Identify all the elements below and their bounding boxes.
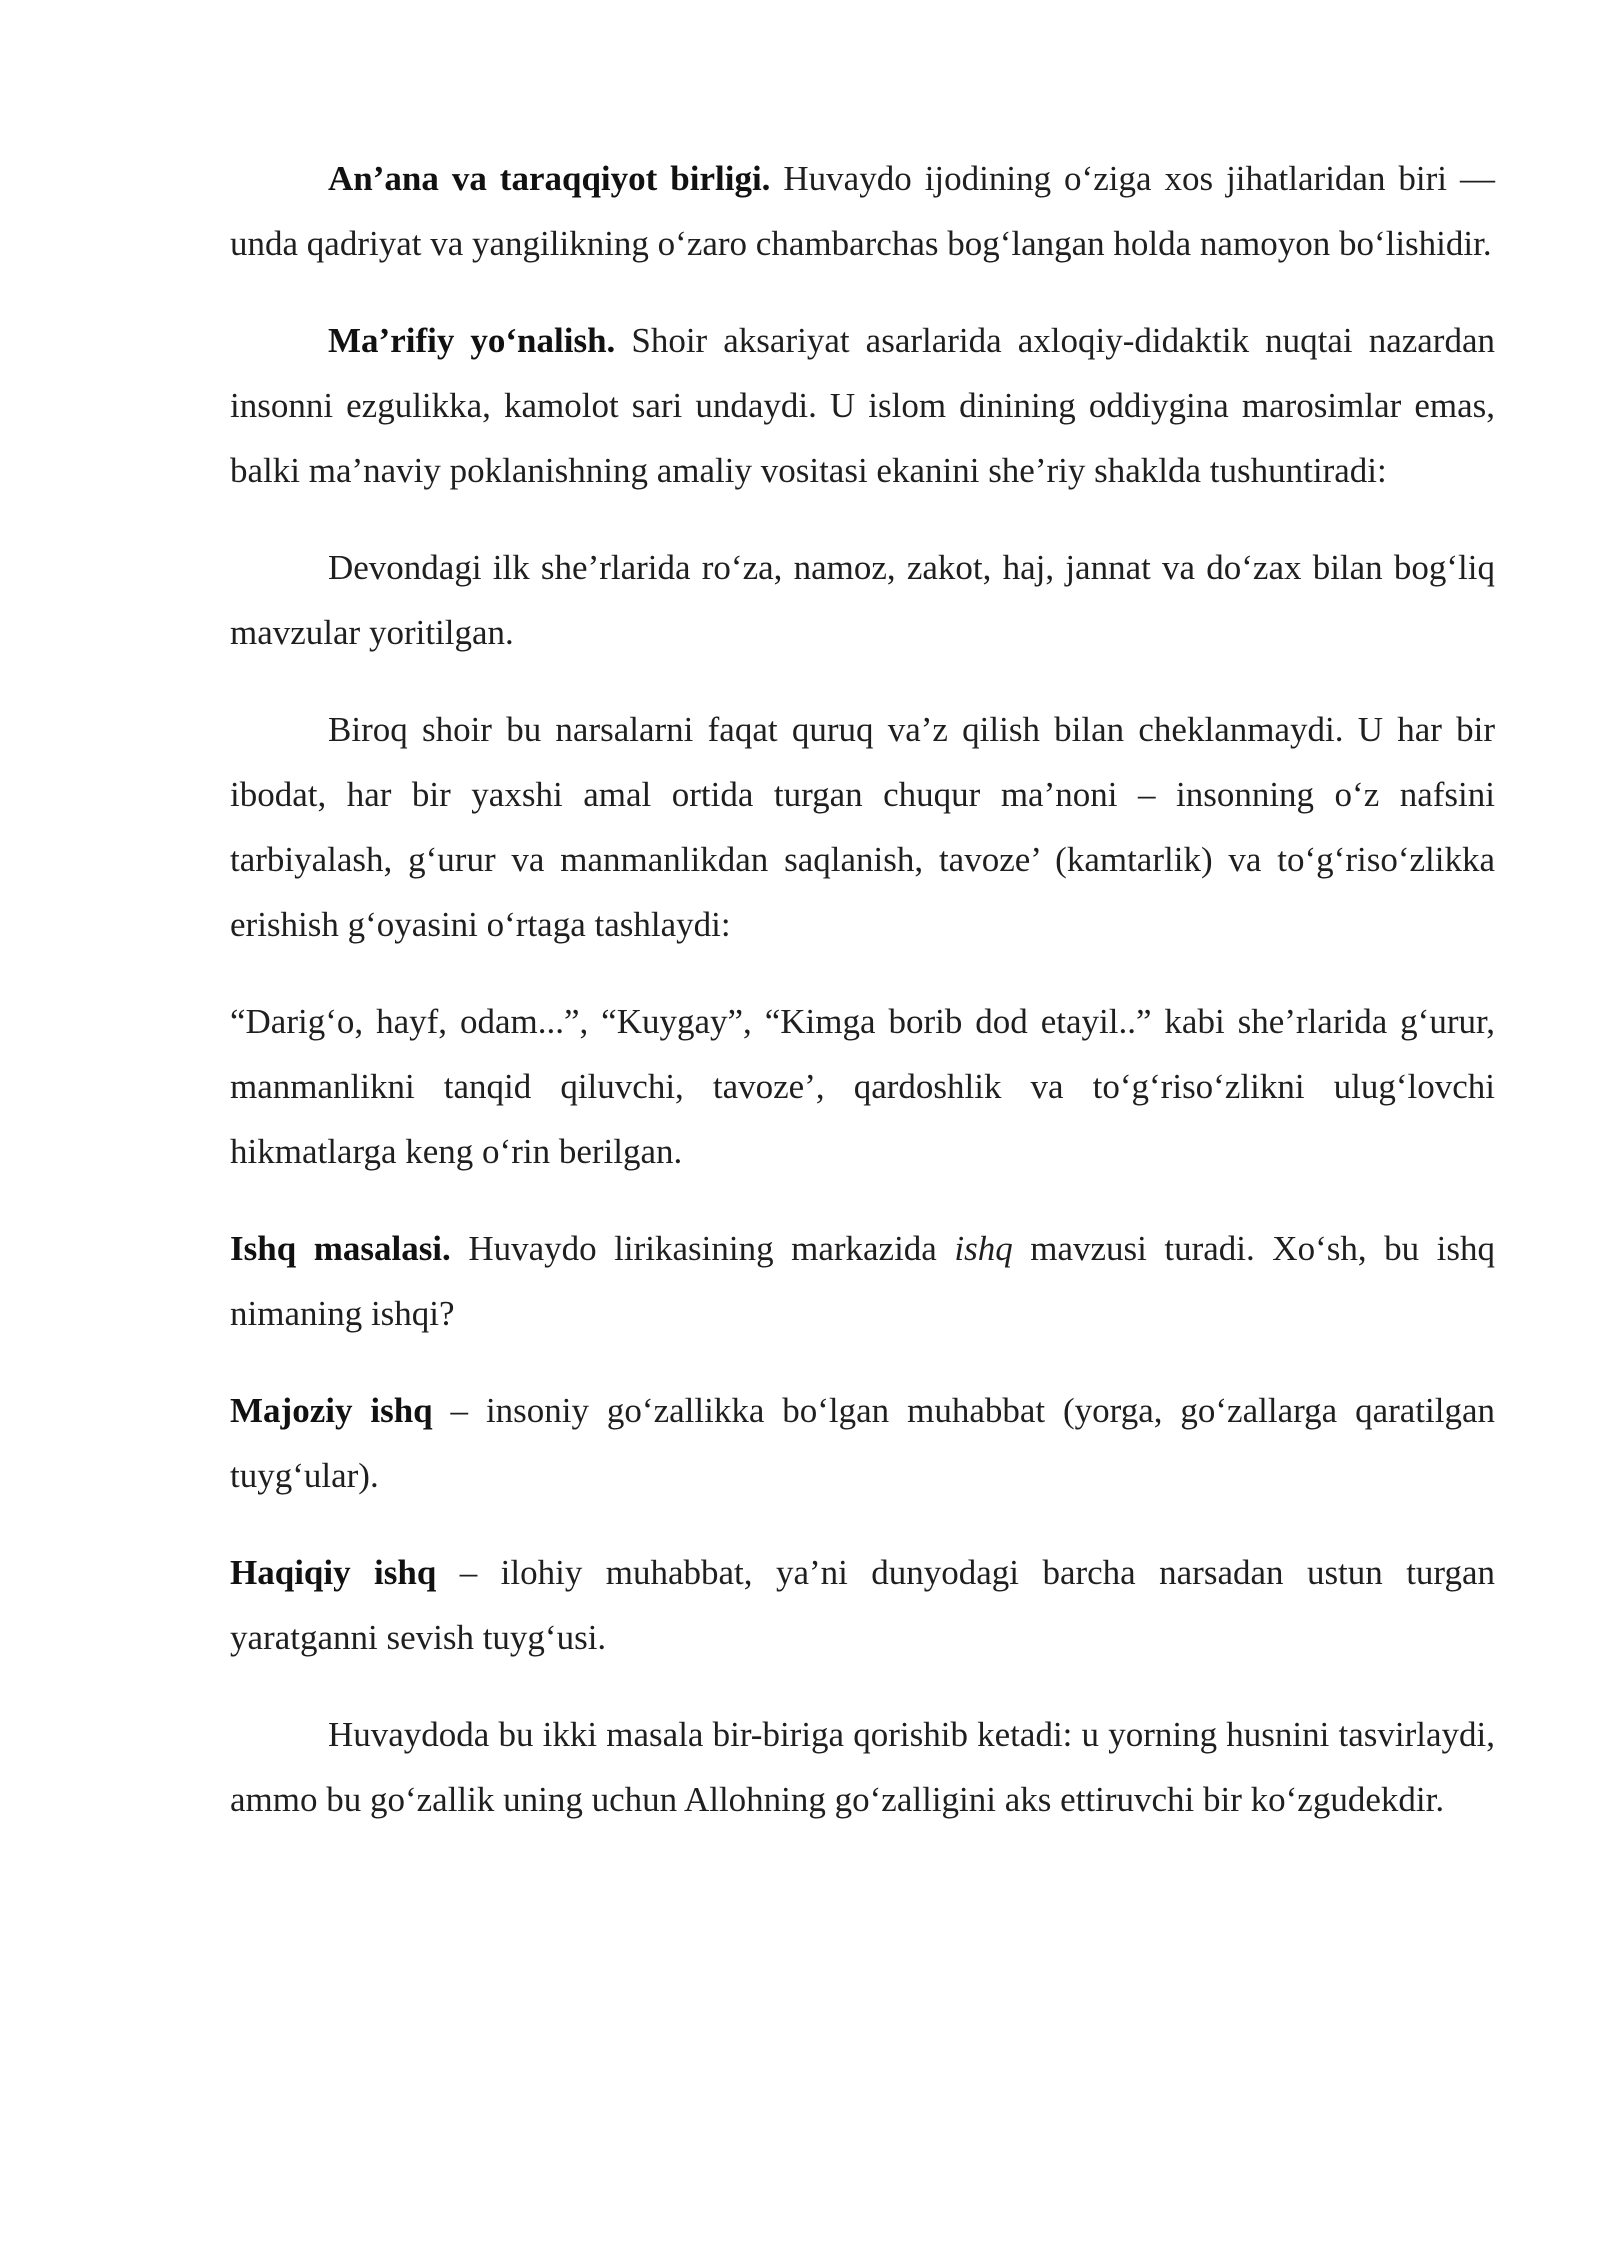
paragraph-text: Devondagi ilk she’rlarida ro‘za, namoz, zakot, haj, jannat va do‘zax bilan bog‘liq mavzular yoritilgan. [230,548,1495,652]
paragraph-darigo [230,989,1495,1184]
term-heading: Haqiqiy ishq [230,1553,437,1592]
paragraph-text: Biroq shoir bu narsalarni faqat quruq va’z qilish bilan cheklanmaydi. U har bir ibodat, har bir yaxshi amal ortida turgan chuqur ma’noni – insonning o‘z nafsini tarbiyalash, g‘urur va manmanlikdan saqlanish, tavoze’ (kamtarlik) va to‘g‘riso‘zlikka erishish g‘oyasini o‘rtaga tashlaydi: [230,710,1495,944]
paragraph-devondagi [230,535,1495,665]
paragraph-heading: Ma’rifiy yo‘nalish. [328,321,616,360]
paragraph-text: Shoir aksariyat asarlarida axloqiy-didaktik nuqtai nazardan insonni ezgulikka, kamolot sari undaydi. U islom dinining oddiygina marosimlar emas, balki ma’naviy poklanishning amaliy vositasi ekanini she’riy shaklda tushuntiradi: [230,321,1495,490]
term-definition: – insoniy go‘zallikka bo‘lgan muhabbat (yorga, go‘zallarga qaratilgan tuyg‘ular). [230,1391,1495,1495]
document-body [230,146,1495,1864]
paragraph-majoziy [230,1378,1495,1508]
paragraph-heading: Ishq masalasi. [230,1229,451,1268]
paragraph-anana [230,146,1495,276]
paragraph-ishq [230,1216,1495,1346]
paragraph-text: Huvaydoda bu ikki masala bir-biriga qorishib ketadi: u yorning husnini tasvirlaydi, ammo bu go‘zallik uning uchun Allohning go‘zalligini aks ettiruvchi bir ko‘zgudekdir. [230,1715,1495,1819]
italic-term: ishq [954,1229,1013,1268]
paragraph-huvaydoda [230,1702,1495,1832]
paragraph-heading: An’ana va taraqqiyot birligi. [328,159,771,198]
paragraph-marifiy [230,308,1495,503]
paragraph-text: “Darig‘o, hayf, odam...”, “Kuygay”, “Kimga borib dod etayil..” kabi she’rlarida g‘urur, manmanlikni tanqid qiluvchi, tavoze’, qardoshlik va to‘g‘riso‘zlikni ulug‘lovchi hikmatlarga keng o‘rin berilgan. [230,1002,1495,1171]
paragraph-text: Huvaydo ijodining o‘ziga xos jihatlaridan biri — unda qadriyat va yangilikning o‘zaro chambarchas bog‘langan holda namoyon bo‘lishidir. [230,159,1496,263]
term-definition: – ilohiy muhabbat, ya’ni dunyodagi barcha narsadan ustun turgan yaratganni sevish tuyg‘usi. [230,1553,1495,1657]
term-heading: Majoziy ishq [230,1391,433,1430]
paragraph-haqiqiy [230,1540,1495,1670]
paragraph-biroq [230,697,1495,957]
paragraph-text: mavzusi turadi. Xo‘sh, bu ishq nimaning ishqi? [230,1229,1495,1333]
paragraph-text: Huvaydo lirikasining markazida [450,1229,955,1268]
